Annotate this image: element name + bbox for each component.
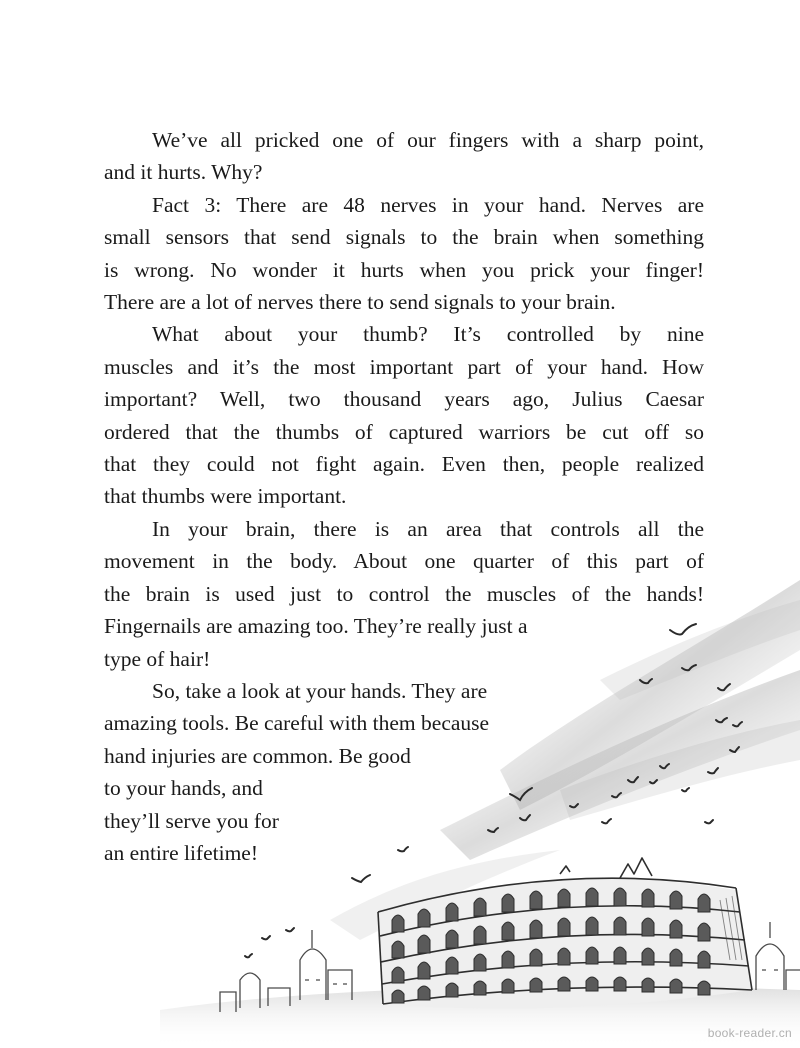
text-line: is wrong. No wonder it hurts when you prick your finger! xyxy=(104,257,704,282)
text-line: and it hurts. Why? xyxy=(104,160,263,185)
text-line: that they could not fight again. Even then, people realized xyxy=(104,452,704,477)
text-line: There are a lot of nerves there to send signals to your brain. xyxy=(104,290,616,315)
text-line: hand injuries are common. Be good xyxy=(104,743,411,768)
bird-icon xyxy=(245,954,252,957)
text-line: to your hands, and xyxy=(104,776,263,801)
text-line: small sensors that send signals to the brain when something xyxy=(104,225,704,250)
text-line: ordered that the thumbs of captured warriors be cut off so xyxy=(104,419,704,444)
text-line: muscles and it’s the most important part of your hand. How xyxy=(104,354,704,379)
bird-icon xyxy=(286,928,294,931)
text-line: amazing tools. Be careful with them because xyxy=(104,711,490,736)
distant-buildings-right xyxy=(756,922,800,990)
text-line: type of hair! xyxy=(104,646,211,671)
bird-icon xyxy=(398,847,408,851)
text-line: the brain is used just to control the muscles of the hands! xyxy=(104,581,704,606)
bird-icon xyxy=(670,624,696,635)
colosseum-illustration xyxy=(0,560,800,1048)
text-line: What about your thumb? It’s controlled by nine xyxy=(152,322,704,347)
text-line: In your brain, there is an area that controls all the xyxy=(152,516,704,541)
watermark: book-reader.cn xyxy=(707,1026,792,1040)
bird-icon xyxy=(602,819,611,823)
text-line: important? Well, two thousand years ago, Julius Caesar xyxy=(104,387,704,412)
text-line: that thumbs were important. xyxy=(104,484,347,509)
text-line: an entire lifetime! xyxy=(104,840,259,865)
bird-icon xyxy=(352,875,370,882)
text-line: So, take a look at your hands. They are xyxy=(152,678,488,703)
text-line: Fingernails are amazing too. They’re really just a xyxy=(104,614,528,639)
text-line: We’ve all pricked one of our fingers with a sharp point, xyxy=(152,128,704,152)
text-line: movement in the body. About one quarter of this part of xyxy=(104,549,704,574)
text-line: they’ll serve you for xyxy=(104,808,279,833)
bird-icon xyxy=(262,936,270,939)
bird-icon xyxy=(705,820,713,823)
text-line: Fact 3: There are 48 nerves in your hand. Nerves are xyxy=(152,192,704,217)
bird-icon xyxy=(682,788,689,791)
